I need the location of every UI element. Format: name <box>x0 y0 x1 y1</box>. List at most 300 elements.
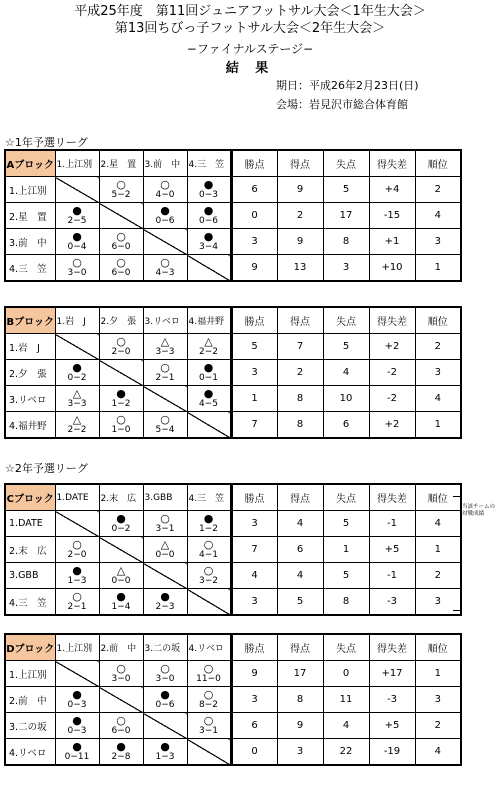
stat-value: 2 <box>415 713 461 739</box>
result-mark-icon: ● <box>203 177 214 191</box>
team-name: 3.前 中 <box>5 229 55 255</box>
stat-value: 2 <box>277 203 323 229</box>
opponent-header: 2.星 置 <box>99 150 143 177</box>
stat-value: 2 <box>415 177 461 203</box>
stat-value: 8 <box>277 412 323 439</box>
stat-header: 得点 <box>277 634 323 661</box>
match-score: 2−8 <box>111 751 131 762</box>
block-table <box>4 149 462 282</box>
result-mark-icon: ● <box>116 589 126 603</box>
result-mark-icon: ○ <box>160 255 170 269</box>
stat-value: 1 <box>323 537 369 563</box>
result-mark-icon: ● <box>203 203 214 217</box>
opponent-header: 2.夕 張 <box>99 307 143 334</box>
self-match-cell <box>55 661 99 687</box>
match-result-cell <box>187 713 231 739</box>
match-result-cell <box>99 661 143 687</box>
tournament-title: 平成25年度 第11回ジュニアフットサル大会＜1年生大会＞ <box>74 4 426 19</box>
match-result-cell <box>99 739 143 766</box>
stat-header: 得点 <box>277 307 323 334</box>
event-date: 期日：平成26年2月23日(日) <box>276 79 419 92</box>
stat-value: +2 <box>369 334 415 360</box>
stat-value: 22 <box>323 739 369 766</box>
stat-value: 5 <box>323 563 369 589</box>
team-row <box>5 386 461 412</box>
match-score: 0−1 <box>199 372 218 383</box>
match-result-cell <box>187 360 231 386</box>
result-mark-icon: ● <box>72 739 82 753</box>
stat-header: 勝点 <box>231 634 277 661</box>
result-mark-icon: ○ <box>203 661 214 675</box>
match-result-cell <box>187 203 231 229</box>
opponent-header: 2.前 中 <box>99 634 143 661</box>
stat-value: 8 <box>323 229 369 255</box>
match-result-cell <box>99 386 143 412</box>
match-score: 2−1 <box>67 601 87 612</box>
match-score: 1−2 <box>199 523 218 534</box>
match-score: 2−0 <box>67 549 87 560</box>
self-match-cell <box>187 739 231 766</box>
match-score: 3−2 <box>199 575 218 586</box>
match-result-cell <box>143 412 187 439</box>
result-mark-icon: ○ <box>116 661 126 675</box>
match-result-cell <box>143 203 187 229</box>
stat-value: 3 <box>231 360 277 386</box>
self-match-cell <box>99 360 143 386</box>
stat-value: 10 <box>323 386 369 412</box>
self-match-cell <box>143 563 187 589</box>
stat-value: +1 <box>369 229 415 255</box>
match-result-cell <box>99 511 143 537</box>
match-score: 1−2 <box>111 398 131 409</box>
team-name: 1.上江別 <box>5 661 55 687</box>
team-row <box>5 203 461 229</box>
team-name: 4.福井野 <box>5 412 55 439</box>
match-score: 3−3 <box>155 346 175 357</box>
match-result-cell <box>143 255 187 282</box>
self-match-cell <box>55 511 99 537</box>
match-score: 11−0 <box>196 673 221 684</box>
result-mark-icon: ○ <box>203 537 214 551</box>
stat-value: 13 <box>277 255 323 282</box>
league-title-grade2: ☆2年予選リーグ <box>5 462 88 475</box>
stat-value: +17 <box>369 661 415 687</box>
result-mark-icon: ○ <box>116 177 126 191</box>
match-score: 3−0 <box>111 673 131 684</box>
team-row <box>5 412 461 439</box>
result-mark-icon: ○ <box>203 713 214 727</box>
self-match-cell <box>143 229 187 255</box>
result-mark-icon: ● <box>72 713 82 727</box>
result-mark-icon: ● <box>72 229 82 243</box>
match-score: 0−3 <box>67 725 87 736</box>
team-name: 2.夕 張 <box>5 360 55 386</box>
stat-header: 得失差 <box>369 484 415 511</box>
stat-value: -3 <box>369 687 415 713</box>
stat-value: 17 <box>323 203 369 229</box>
match-score: 2−2 <box>199 346 218 357</box>
team-name: 1.岩 J <box>5 334 55 360</box>
match-result-cell <box>99 412 143 439</box>
result-mark-icon: △ <box>72 412 82 426</box>
match-result-cell <box>99 229 143 255</box>
match-score: 3−4 <box>199 241 218 252</box>
opponent-header: 3.二の坂 <box>143 634 187 661</box>
team-name: 2.末 広 <box>5 537 55 563</box>
block-name: Aブロック <box>5 150 55 177</box>
stat-value: 9 <box>277 177 323 203</box>
match-score: 0−3 <box>199 189 218 200</box>
block-table <box>4 306 462 439</box>
opponent-header: 4.リベロ <box>187 634 231 661</box>
stat-value: 6 <box>231 713 277 739</box>
stat-value: 9 <box>231 255 277 282</box>
match-result-cell <box>187 661 231 687</box>
match-result-cell <box>99 177 143 203</box>
stat-value: -3 <box>369 589 415 616</box>
stat-value: 9 <box>277 713 323 739</box>
result-mark-icon: ○ <box>160 661 170 675</box>
team-row <box>5 661 461 687</box>
result-mark-icon: ● <box>160 687 170 701</box>
stat-value: -2 <box>369 360 415 386</box>
stat-value: -15 <box>369 203 415 229</box>
result-mark-icon: ● <box>72 687 82 701</box>
stat-header: 順位 <box>415 484 461 511</box>
match-score: 1−0 <box>111 424 131 435</box>
opponent-header: 3.前 中 <box>143 150 187 177</box>
self-match-cell <box>187 255 231 282</box>
match-score: 0−0 <box>155 549 175 560</box>
stat-header: 失点 <box>323 484 369 511</box>
match-score: 2−0 <box>111 346 131 357</box>
result-mark-icon: ○ <box>72 537 82 551</box>
opponent-header: 1.DATE <box>55 484 99 511</box>
match-result-cell <box>187 229 231 255</box>
match-score: 8−2 <box>199 699 218 710</box>
match-score: 0−3 <box>67 699 87 710</box>
result-mark-icon: △ <box>116 563 126 577</box>
result-mark-icon: ● <box>203 229 214 243</box>
stat-value: 3 <box>415 687 461 713</box>
result-mark-icon: ○ <box>160 360 170 374</box>
result-mark-icon: ● <box>160 739 170 753</box>
stat-header: 得点 <box>277 150 323 177</box>
match-score: 0−2 <box>111 523 131 534</box>
result-mark-icon: ○ <box>160 177 170 191</box>
stat-value: 5 <box>323 334 369 360</box>
result-mark-icon: ○ <box>72 255 82 269</box>
result-mark-icon: △ <box>204 334 213 348</box>
match-score: 1−3 <box>67 575 87 586</box>
stat-value: 4 <box>277 563 323 589</box>
stat-header: 失点 <box>323 150 369 177</box>
result-mark-icon: ○ <box>116 255 126 269</box>
match-result-cell <box>143 687 187 713</box>
stat-value: 3 <box>231 687 277 713</box>
team-name: 3.二の坂 <box>5 713 55 739</box>
match-result-cell <box>55 739 99 766</box>
stat-value: 3 <box>415 360 461 386</box>
team-name: 4.三 笠 <box>5 255 55 282</box>
result-mark-icon: ○ <box>203 687 214 701</box>
team-row <box>5 537 461 563</box>
match-result-cell <box>143 334 187 360</box>
stat-value: 1 <box>231 386 277 412</box>
match-score: 5−2 <box>111 189 131 200</box>
stat-value: 5 <box>277 589 323 616</box>
stat-value: 8 <box>323 589 369 616</box>
team-name: 4.リベロ <box>5 739 55 766</box>
result-heading: 結 果 <box>225 61 275 76</box>
self-match-cell <box>143 713 187 739</box>
match-score: 2−5 <box>67 215 87 226</box>
stat-header: 得点 <box>277 484 323 511</box>
match-score: 0−6 <box>155 215 175 226</box>
stat-value: +5 <box>369 537 415 563</box>
match-score: 6−0 <box>111 241 131 252</box>
stat-value: 1 <box>415 661 461 687</box>
stat-value: 4 <box>323 713 369 739</box>
match-score: 4−3 <box>155 267 175 278</box>
match-score: 0−6 <box>199 215 218 226</box>
stat-header: 得失差 <box>369 307 415 334</box>
stat-value: 6 <box>231 177 277 203</box>
team-name: 3.リベロ <box>5 386 55 412</box>
stat-value: 5 <box>231 334 277 360</box>
stat-value: 0 <box>323 661 369 687</box>
team-name: 2.星 置 <box>5 203 55 229</box>
result-mark-icon: ○ <box>72 589 82 603</box>
match-result-cell <box>55 386 99 412</box>
team-row <box>5 687 461 713</box>
result-mark-icon: ● <box>72 563 82 577</box>
event-venue: 会場：岩見沢市総合体育館 <box>276 98 408 111</box>
stat-value: 3 <box>277 739 323 766</box>
match-score: 0−4 <box>67 241 87 252</box>
match-result-cell <box>99 255 143 282</box>
team-name: 2.前 中 <box>5 687 55 713</box>
stat-value: 6 <box>323 412 369 439</box>
self-match-cell <box>55 334 99 360</box>
match-score: 6−0 <box>111 267 131 278</box>
stat-value: 7 <box>277 334 323 360</box>
team-name: 1.上江別 <box>5 177 55 203</box>
result-mark-icon: ○ <box>160 511 170 525</box>
stat-value: 2 <box>415 563 461 589</box>
match-result-cell <box>187 537 231 563</box>
stat-value: 7 <box>231 537 277 563</box>
match-result-cell <box>99 713 143 739</box>
match-result-cell <box>55 360 99 386</box>
stat-value: 1 <box>415 255 461 282</box>
match-result-cell <box>187 386 231 412</box>
stat-value: 3 <box>415 229 461 255</box>
result-mark-icon: ● <box>72 360 82 374</box>
self-match-cell <box>99 687 143 713</box>
match-result-cell <box>99 563 143 589</box>
opponent-header: 4.三 笠 <box>187 150 231 177</box>
match-result-cell <box>143 537 187 563</box>
team-name: 3.GBB <box>5 563 55 589</box>
match-score: 3−1 <box>199 725 218 736</box>
stat-header: 失点 <box>323 307 369 334</box>
opponent-header: 1.上江別 <box>55 634 99 661</box>
result-mark-icon: ● <box>160 589 170 603</box>
match-score: 4−1 <box>199 549 218 560</box>
match-result-cell <box>99 589 143 616</box>
tiebreak-note: 当該チームの対戦成績 <box>462 504 496 517</box>
result-mark-icon: ● <box>203 511 214 525</box>
block-table <box>4 633 462 766</box>
match-score: 3−1 <box>155 523 175 534</box>
stat-header: 順位 <box>415 634 461 661</box>
result-mark-icon: ● <box>116 739 126 753</box>
match-result-cell <box>187 334 231 360</box>
stat-value: 5 <box>323 511 369 537</box>
stat-header: 勝点 <box>231 484 277 511</box>
match-result-cell <box>55 713 99 739</box>
stat-value: +4 <box>369 177 415 203</box>
stat-value: -2 <box>369 386 415 412</box>
stat-value: 4 <box>415 203 461 229</box>
match-result-cell <box>99 334 143 360</box>
stat-value: 4 <box>415 739 461 766</box>
opponent-header: 1.岩 J <box>55 307 99 334</box>
stat-value: 6 <box>277 537 323 563</box>
stat-value: 9 <box>277 229 323 255</box>
match-result-cell <box>55 589 99 616</box>
team-row <box>5 511 461 537</box>
self-match-cell <box>55 177 99 203</box>
opponent-header: 3.リベロ <box>143 307 187 334</box>
result-mark-icon: ○ <box>203 563 214 577</box>
result-mark-icon: ○ <box>116 229 126 243</box>
self-match-cell <box>143 386 187 412</box>
self-match-cell <box>187 412 231 439</box>
block-table <box>4 483 462 616</box>
team-row <box>5 713 461 739</box>
tournament-subtitle: 第13回ちびっ子フットサル大会＜2年生大会＞ <box>114 21 386 36</box>
match-result-cell <box>55 255 99 282</box>
match-score: 3−0 <box>155 673 175 684</box>
result-mark-icon: ○ <box>116 713 126 727</box>
stat-value: 0 <box>231 739 277 766</box>
result-mark-icon: ● <box>203 360 214 374</box>
stat-value: +2 <box>369 412 415 439</box>
match-result-cell <box>55 412 99 439</box>
stat-header: 失点 <box>323 634 369 661</box>
match-score: 4−0 <box>155 189 175 200</box>
match-score: 0−2 <box>67 372 87 383</box>
match-result-cell <box>187 687 231 713</box>
stat-header: 得失差 <box>369 634 415 661</box>
stat-value: 4 <box>231 563 277 589</box>
opponent-header: 3.GBB <box>143 484 187 511</box>
match-result-cell <box>143 177 187 203</box>
stat-value: -1 <box>369 511 415 537</box>
self-match-cell <box>99 537 143 563</box>
team-row <box>5 255 461 282</box>
opponent-header: 4.福井野 <box>187 307 231 334</box>
match-score: 2−2 <box>67 424 87 435</box>
stat-value: 5 <box>323 177 369 203</box>
match-result-cell <box>143 589 187 616</box>
opponent-header: 1.上江別 <box>55 150 99 177</box>
match-result-cell <box>55 537 99 563</box>
team-row <box>5 177 461 203</box>
match-result-cell <box>187 177 231 203</box>
stat-value: 4 <box>415 386 461 412</box>
match-score: 3−0 <box>67 267 87 278</box>
block-name: Cブロック <box>5 484 55 511</box>
stat-value: 2 <box>415 334 461 360</box>
match-score: 0−0 <box>111 575 131 586</box>
match-result-cell <box>55 687 99 713</box>
match-result-cell <box>55 203 99 229</box>
stat-value: 3 <box>231 589 277 616</box>
stat-header: 勝点 <box>231 307 277 334</box>
match-result-cell <box>55 563 99 589</box>
self-match-cell <box>187 589 231 616</box>
match-score: 1−4 <box>111 601 131 612</box>
result-mark-icon: ● <box>116 386 126 400</box>
stat-value: 3 <box>231 511 277 537</box>
match-result-cell <box>143 511 187 537</box>
stat-value: 11 <box>323 687 369 713</box>
match-score: 1−3 <box>155 751 175 762</box>
stat-value: 8 <box>277 687 323 713</box>
team-row <box>5 563 461 589</box>
stat-header: 順位 <box>415 307 461 334</box>
match-result-cell <box>143 739 187 766</box>
result-mark-icon: △ <box>72 386 82 400</box>
stat-value: 0 <box>231 203 277 229</box>
result-mark-icon: ● <box>72 203 82 217</box>
stat-value: 7 <box>231 412 277 439</box>
stat-value: 2 <box>277 360 323 386</box>
result-mark-icon: △ <box>160 537 170 551</box>
result-mark-icon: ○ <box>116 412 126 426</box>
result-mark-icon: ● <box>116 511 126 525</box>
match-score: 0−11 <box>64 751 90 762</box>
stage-title: −ファイナルステージ− <box>186 42 314 56</box>
stat-value: +10 <box>369 255 415 282</box>
stat-value: 8 <box>277 386 323 412</box>
match-result-cell <box>187 511 231 537</box>
stat-value: 4 <box>323 360 369 386</box>
match-score: 2−1 <box>155 372 175 383</box>
opponent-header: 2.末 広 <box>99 484 143 511</box>
match-score: 5−4 <box>155 424 175 435</box>
block-name: Dブロック <box>5 634 55 661</box>
stat-value: 1 <box>415 537 461 563</box>
match-score: 3−3 <box>67 398 87 409</box>
stat-value: 17 <box>277 661 323 687</box>
stat-value: 1 <box>415 412 461 439</box>
match-result-cell <box>55 229 99 255</box>
result-mark-icon: △ <box>160 334 170 348</box>
stat-value: 3 <box>231 229 277 255</box>
result-mark-icon: ● <box>203 386 214 400</box>
match-score: 6−0 <box>111 725 131 736</box>
result-mark-icon: ● <box>160 203 170 217</box>
block-name: Bブロック <box>5 307 55 334</box>
match-result-cell <box>143 661 187 687</box>
note-bracket <box>453 496 462 611</box>
match-score: 0−6 <box>155 699 175 710</box>
league-title-grade1: ☆1年予選リーグ <box>5 136 88 149</box>
